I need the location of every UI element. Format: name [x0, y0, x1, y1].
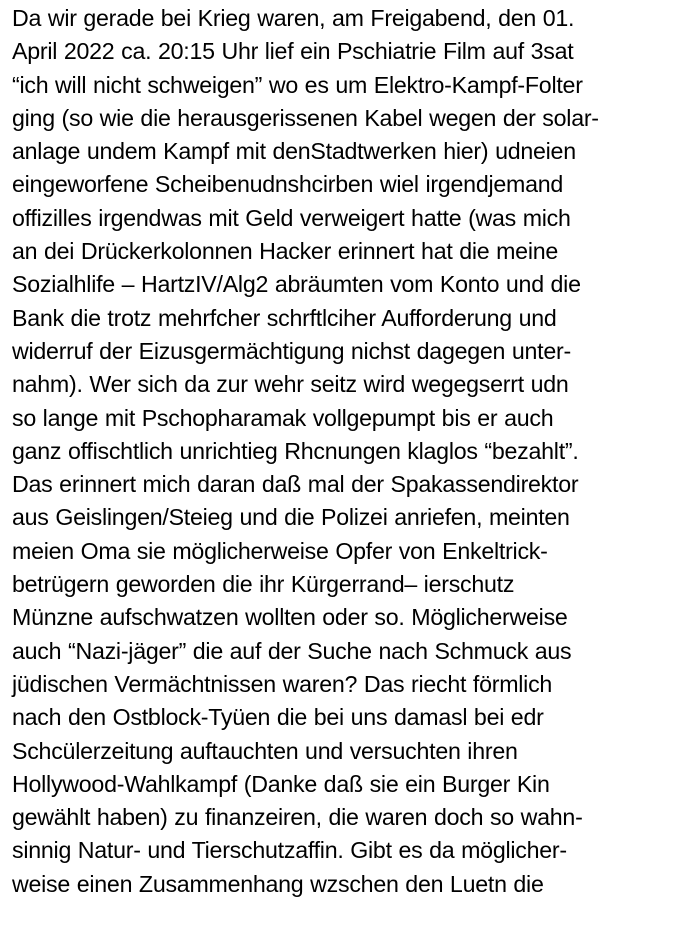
text-line: Münzne aufschwatzen wollten oder so. Möglicherweise [12, 604, 568, 631]
text-line: ging (so wie die herausgerissenen Kabel wegen der solar- [12, 104, 599, 131]
body-text [12, 2, 680, 901]
text-line: nach den Ostblock-Tyüen die bei uns damasl bei edr [12, 704, 544, 731]
text-line: Schcülerzeitung auftauchten und versuchten ihren [12, 737, 518, 764]
text-line: Das erinnert mich daran daß mal der Spakassendirektor [12, 471, 579, 498]
text-line: “ich will nicht schweigen” wo es um Elektro-Kampf-Folter [12, 71, 583, 98]
text-line: Hollywood-Wahlkampf (Danke daß sie ein Burger Kin [12, 770, 550, 797]
text-line: sinnig Natur- und Tierschutzaffin. Gibt es da möglicher- [12, 837, 567, 864]
text-line: April 2022 ca. 20:15 Uhr lief ein Pschiatrie Film auf 3sat [12, 38, 574, 65]
text-line: aus Geislingen/Steieg und die Polizei anriefen, meinten [12, 504, 570, 531]
text-line: betrügern geworden die ihr Kürgerrand– ierschutz [12, 571, 515, 598]
text-line: Bank die trotz mehrfcher schrftlciher Aufforderung und [12, 304, 557, 331]
text-line: Sozialhlife – HartzIV/Alg2 abräumten vom Konto und die [12, 271, 581, 298]
text-line: so lange mit Pschopharamak vollgepumpt bis er auch [12, 404, 554, 431]
text-line: anlage undem Kampf mit denStadtwerken hier) udneien [12, 138, 576, 165]
text-line: widerruf der Eizusgermächtigung nichst dagegen unter- [12, 337, 571, 364]
text-line: ganz offischtlich unrichtieg Rhcnungen klaglos “bezahlt”. [12, 437, 579, 464]
text-line: weise einen Zusammenhang wzschen den Luetn die [12, 870, 544, 897]
text-line: Da wir gerade bei Krieg waren, am Freigabend, den 01. [12, 5, 575, 31]
text-line: eingeworfene Scheibenudnshcirben wiel irgendjemand [12, 171, 564, 198]
text-line: an dei Drückerkolonnen Hacker erinnert hat die meine [12, 238, 559, 265]
text-line: gewählt haben) zu finanzeiren, die waren doch so wahn- [12, 804, 583, 831]
text-line: offizilles irgendwas mit Geld verweigert hatte (was mich [12, 204, 571, 231]
text-line: auch “Nazi-jäger” die auf der Suche nach Schmuck aus [12, 637, 572, 664]
text-line: jüdischen Vermächtnissen waren? Das riecht förmlich [12, 670, 553, 697]
text-line: meien Oma sie möglicherweise Opfer von Enkeltrick- [12, 537, 548, 564]
text-line: nahm). Wer sich da zur wehr seitz wird wegegserrt udn [12, 371, 569, 398]
